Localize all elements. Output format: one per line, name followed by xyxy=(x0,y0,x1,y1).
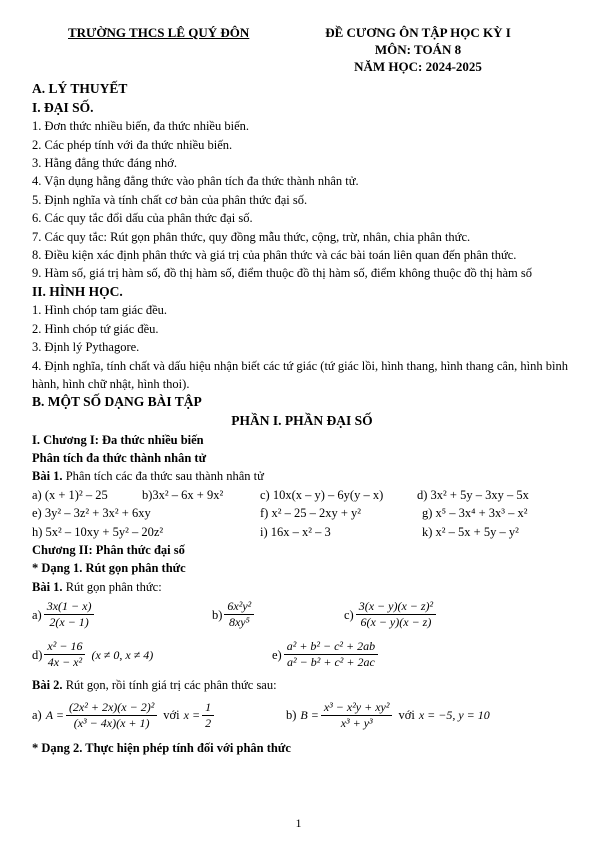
fraction xyxy=(202,700,214,731)
exercise-label: Bài 1. xyxy=(32,579,63,594)
factor-row xyxy=(32,486,572,504)
algebra-item: 7. Các quy tắc: Rút gọn phân thức, quy đồng mẫu thức, cộng, trừ, nhân, chia phân thức. xyxy=(32,229,471,244)
algebra-item: 4. Vận dụng hằng đẳng thức vào phân tích đa thức thành nhân tử. xyxy=(32,174,359,189)
factor-item-d: d) 3x² + 5y – 3xy – 5x xyxy=(417,487,529,502)
geometry-item: 4. Định nghĩa, tính chất và dấu hiệu nhận biết các tứ giác (tứ giác lồi, hình thang, hình thang cân, hình bình hành, hình chữ nhật, hình thoi). xyxy=(32,358,568,392)
school-year: NĂM HỌC: 2024-2025 xyxy=(354,59,482,74)
item-label: b) xyxy=(286,707,297,722)
geometry-item: 1. Hình chóp tam giác đều. xyxy=(32,303,168,318)
factor-heading: Phân tích đa thức thành nhân tử xyxy=(32,451,207,466)
geometry-item: 3. Định lý Pythagore. xyxy=(32,340,140,355)
exercise-text: Phân tích các đa thức sau thành nhân tử xyxy=(62,469,264,484)
exercise-label: Bài 1. xyxy=(32,469,63,484)
fraction xyxy=(284,639,378,670)
page-number: 1 xyxy=(295,816,302,830)
factor-item-b: b)3x² – 6x + 9x² xyxy=(142,487,224,502)
fraction xyxy=(66,700,157,731)
school-name: TRƯỜNG THCS LÊ QUÝ ĐÔN xyxy=(68,25,250,40)
denominator: x³ + y³ xyxy=(340,715,373,730)
eval-row xyxy=(32,695,572,739)
exercise-1-prompt xyxy=(32,467,572,485)
denominator: 4x − x² xyxy=(47,655,83,670)
eval-item-a xyxy=(32,700,216,731)
exercise-text: Rút gọn phân thức: xyxy=(62,579,162,594)
exercise-2-prompt xyxy=(32,676,572,694)
algebra-heading: I. ĐẠI SỐ. xyxy=(32,99,94,115)
factor-item-a: a) (x + 1)² – 25 xyxy=(32,487,108,502)
type-2-heading: * Dạng 2. Thực hiện phép tính đối với phân thức xyxy=(32,740,291,755)
factor-item-k: k) x² – 5x + 5y – y² xyxy=(422,524,519,539)
variable: B = xyxy=(300,707,319,722)
algebra-item: 8. Điều kiện xác định phân thức và giá trị của phân thức và các bài toán liên quan đến phân thức. xyxy=(32,248,517,263)
numerator: 6x²y² xyxy=(224,599,254,615)
reduce-item-d xyxy=(32,639,153,670)
chapter-1-heading: I. Chương I: Đa thức nhiều biến xyxy=(32,432,204,447)
numerator: 3(x − y)(x − z)² xyxy=(356,599,436,615)
condition-variable: x = xyxy=(183,707,201,722)
subject-line: MÔN: TOÁN 8 xyxy=(374,42,462,57)
factor-item-f: f) x² – 25 – 2xy + y² xyxy=(260,506,361,521)
condition: x = −5, y = 10 xyxy=(418,707,490,722)
fraction xyxy=(224,599,254,630)
numerator: 1 xyxy=(202,700,214,716)
fraction xyxy=(321,700,393,731)
item-label: c) xyxy=(344,607,354,622)
part-heading: PHẦN I. PHẦN ĐẠI SỐ xyxy=(231,413,373,429)
factor-item-c: c) 10x(x – y) – 6y(y – x) xyxy=(260,487,384,502)
item-label: a) xyxy=(32,607,42,622)
numerator: x² − 16 xyxy=(44,639,85,655)
item-label: b) xyxy=(212,607,223,622)
numerator: x³ − x²y + xy² xyxy=(321,700,393,716)
item-label: a) xyxy=(32,707,42,722)
exercise-1b-prompt xyxy=(32,578,572,596)
section-exercises-heading: B. MỘT SỐ DẠNG BÀI TẬP xyxy=(32,394,202,410)
factor-item-i: i) 16x – x² – 3 xyxy=(260,524,331,539)
exercise-label: Bài 2. xyxy=(32,678,63,693)
variable: A = xyxy=(45,707,64,722)
reduce-row-2 xyxy=(32,634,572,676)
denominator: 8xy⁵ xyxy=(228,615,250,630)
denominator: a² − b² + c² + 2ac xyxy=(287,655,375,670)
chapter-2-heading: Chương II: Phân thức đại số xyxy=(32,543,185,558)
denominator: 2 xyxy=(205,715,212,730)
algebra-item: 9. Hàm số, giá trị hàm số, đồ thị hàm số, điểm thuộc đồ thị hàm số, điểm không thuộc đồ thị hàm số xyxy=(32,266,532,281)
denominator: (x³ − 4x)(x + 1) xyxy=(73,715,150,730)
factor-item-g: g) x⁵ – 3x⁴ + 3x³ – x² xyxy=(422,506,528,521)
algebra-item: 3. Hằng đẳng thức đáng nhớ. xyxy=(32,156,177,170)
factor-row xyxy=(32,523,572,541)
fraction xyxy=(356,599,436,630)
numerator: (2x² + 2x)(x − 2)² xyxy=(66,700,157,716)
document-title: ĐỀ CƯƠNG ÔN TẬP HỌC KỲ I xyxy=(325,25,511,40)
geometry-heading: II. HÌNH HỌC. xyxy=(32,283,123,299)
item-label: e) xyxy=(272,647,282,662)
numerator: 3x(1 − x) xyxy=(44,599,95,615)
algebra-item: 5. Định nghĩa và tính chất cơ bản của phân thức đại số. xyxy=(32,192,308,207)
fraction xyxy=(44,599,95,630)
item-label: d) xyxy=(32,647,43,662)
type-1-heading: * Dạng 1. Rút gọn phân thức xyxy=(32,561,186,576)
algebra-item: 2. Các phép tính với đa thức nhiều biến. xyxy=(32,137,233,152)
eval-item-b xyxy=(286,700,490,731)
reduce-row-1 xyxy=(32,596,572,634)
algebra-item: 1. Đơn thức nhiều biến, đa thức nhiều biến. xyxy=(32,119,249,134)
numerator: a² + b² − c² + 2ab xyxy=(284,639,378,655)
section-theory-heading: A. LÝ THUYẾT xyxy=(32,81,128,96)
reduce-item-e xyxy=(272,639,380,670)
reduce-item-c xyxy=(344,599,438,630)
with-word: với xyxy=(163,707,180,722)
with-word: với xyxy=(398,707,415,722)
algebra-item: 6. Các quy tắc đổi dấu của phân thức đại số. xyxy=(32,211,253,226)
condition: (x ≠ 0, x ≠ 4) xyxy=(91,647,154,662)
reduce-item-b xyxy=(212,599,256,630)
document-body xyxy=(32,80,572,757)
document-title-block xyxy=(308,24,528,75)
factor-row xyxy=(32,504,572,522)
denominator: 2(x − 1) xyxy=(49,615,89,630)
reduce-item-a xyxy=(32,599,96,630)
denominator: 6(x − y)(x − z) xyxy=(360,615,432,630)
factor-item-h: h) 5x² – 10xy + 5y² – 20z² xyxy=(32,524,164,539)
exercise-text: Rút gọn, rồi tính giá trị các phân thức sau: xyxy=(62,678,277,693)
geometry-item: 2. Hình chóp tứ giác đều. xyxy=(32,321,159,336)
fraction xyxy=(44,639,85,670)
factor-item-e: e) 3y² – 3z² + 3x² + 6xy xyxy=(32,506,151,521)
